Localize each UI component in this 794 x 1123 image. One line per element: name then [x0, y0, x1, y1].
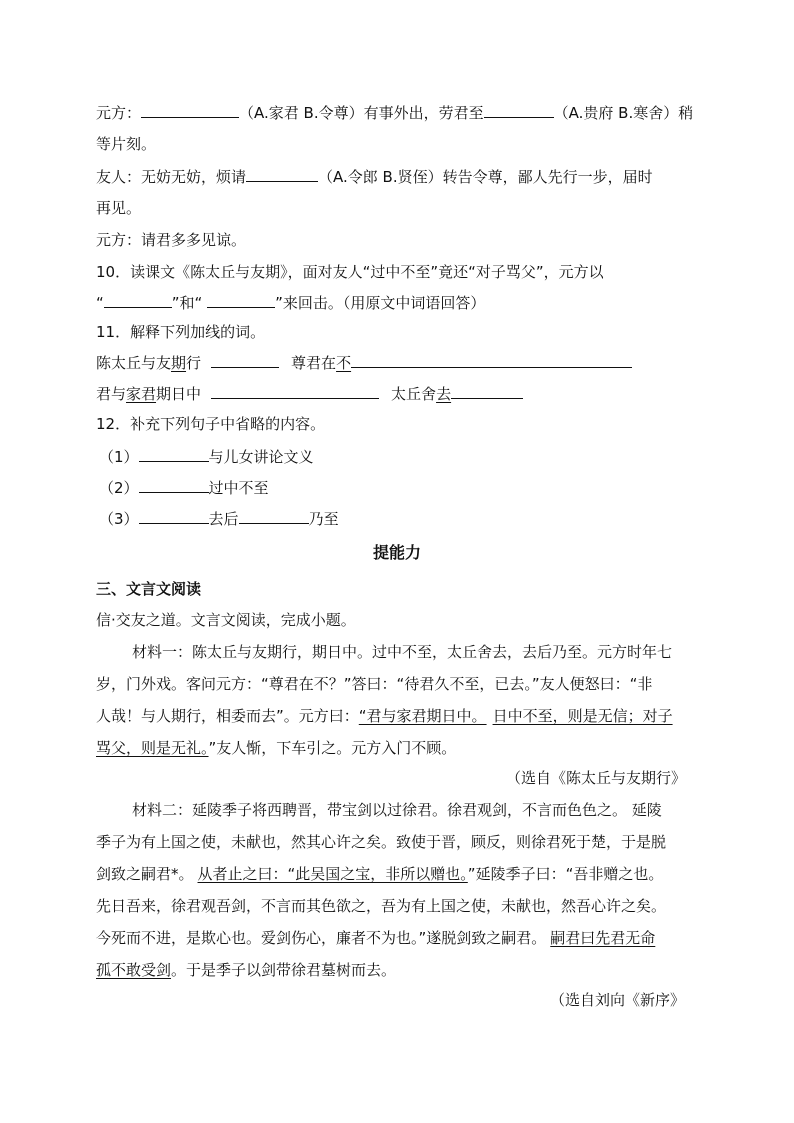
item-number: （1） — [99, 448, 139, 466]
answer-blank[interactable] — [207, 292, 275, 308]
answer-blank[interactable] — [141, 102, 239, 118]
question-11-row-1 — [96, 352, 632, 373]
sentence-text: 去后 — [208, 510, 239, 528]
passage-text: ”友人惭，下车引之。元方入门不顾。 — [208, 739, 457, 757]
sentence-text: 陈太丘与友 — [96, 354, 172, 372]
section-title: 提能力 — [372, 543, 421, 562]
option-text: （A.家君 B.令尊）有事外出，劳君至 — [239, 104, 484, 122]
answer-blank[interactable] — [211, 352, 279, 368]
option-text: （A.贵府 B.寒舍）稍 — [553, 104, 694, 122]
material-1-source: （选自《陈太丘与友期行》 — [506, 769, 687, 787]
underlined-sentence: 嗣君曰先君无命 — [550, 929, 656, 947]
question-11-row-2 — [96, 383, 523, 404]
underlined-word: 家君 — [126, 385, 157, 403]
speaker-text: 元方： — [96, 104, 142, 122]
dialogue-line-3 — [96, 166, 653, 187]
passage-text: 人哉！与人期行，相委而去”。元方曰： — [96, 707, 359, 725]
underlined-sentence: 从者止之曰：“此吴国之宝，非所以赠也。 — [197, 865, 468, 883]
sentence-text: 与儿女讲论文义 — [208, 448, 314, 466]
answer-blank[interactable] — [139, 477, 209, 493]
dialogue-line-5: 元方：请君多多见谅。 — [96, 231, 247, 249]
answer-blank[interactable] — [211, 383, 379, 399]
material-1-line-2: 岁，门外戏。客问元方：“尊君在不？”答曰：“待君久不至，已去。”友人便怒曰：“非 — [96, 675, 653, 693]
material-2-line-6 — [96, 960, 396, 980]
answer-blank[interactable] — [104, 292, 172, 308]
option-text: （A.令郎 B.贤侄）转告令尊，鄙人先行一步，届时 — [318, 168, 653, 186]
underlined-sentence: 骂父，则是无礼。 — [96, 739, 209, 757]
speaker-text: 友人：无妨无妨，烦请 — [96, 168, 247, 186]
underlined-word: 期 — [171, 354, 187, 372]
material-1-line-3 — [96, 706, 673, 726]
sentence-text: 太丘舍 — [391, 385, 437, 403]
material-1-line-1: 材料一：陈太丘与友期行，期日中。过中不至，太丘舍去，去后乃至。元方时年七 — [132, 643, 673, 661]
item-number: （3） — [99, 510, 139, 528]
question-10-answer-line — [96, 292, 485, 313]
material-2-source: （选自刘向《新序》 — [550, 991, 686, 1009]
sentence-text: 行 — [186, 354, 202, 372]
material-2-line-4: 先日吾来，徐君观吾剑，不言而其色欲之，吾为有上国之使，未献也，然吾心许之矣。 — [96, 897, 667, 915]
underlined-word: 不 — [336, 354, 352, 372]
dialogue-line-2: 等片刻。 — [96, 135, 157, 153]
quote-mark: “ — [96, 294, 104, 312]
underlined-sentence: “君与家君期日中。 — [358, 707, 487, 725]
answer-blank[interactable] — [451, 383, 523, 399]
sentence-text: 尊君在 — [291, 354, 337, 372]
passage-text: 今死而不进，是欺心也。爱剑伤心，廉者不为也。”遂脱剑致之嗣君。 — [96, 929, 547, 947]
part-heading: 三、文言文阅读 — [96, 580, 202, 598]
reading-intro: 信·交友之道。文言文阅读，完成小题。 — [96, 611, 356, 629]
underlined-sentence: 日中不至，则是无信；对子 — [492, 707, 673, 725]
answer-blank[interactable] — [351, 352, 632, 368]
answer-blank[interactable] — [239, 508, 309, 524]
answer-blank[interactable] — [139, 446, 209, 462]
question-12-item-1 — [99, 446, 314, 467]
answer-blank[interactable] — [139, 508, 209, 524]
material-2-line-5 — [96, 928, 655, 948]
material-2-line-1: 材料二：延陵季子将西聘晋，带宝剑以过徐君。徐君观剑，不言而色色之。 延陵 — [132, 801, 662, 819]
material-2-line-3 — [96, 864, 663, 884]
material-1-line-4 — [96, 738, 456, 758]
answer-blank[interactable] — [246, 166, 318, 182]
sentence-text: 乃至 — [308, 510, 339, 528]
sentence-text: 过中不至 — [208, 479, 269, 497]
dialogue-line-1 — [96, 102, 693, 123]
passage-text: 。于是季子以剑带徐君墓树而去。 — [171, 961, 397, 979]
question-12-item-2 — [99, 477, 269, 498]
connector-text: ”和“ — [171, 294, 208, 312]
passage-text: ”延陵季子曰：“吾非赠之也。 — [467, 865, 664, 883]
instruction-text: ”来回击。（用原文中词语回答） — [275, 294, 486, 312]
question-11-title: 11．解释下列加线的词。 — [96, 323, 266, 341]
underlined-word: 去 — [436, 385, 452, 403]
question-12-title: 12．补充下列句子中省略的内容。 — [96, 415, 326, 433]
underlined-sentence: 孤不敢受剑 — [96, 961, 172, 979]
sentence-text: 期日中 — [156, 385, 202, 403]
answer-blank[interactable] — [484, 102, 554, 118]
passage-text: 剑致之嗣君*。 — [96, 865, 194, 883]
item-number: （2） — [99, 479, 139, 497]
question-10: 10．读课文《陈太丘与友期》，面对友人“过中不至”竟还“对子骂父”，元方以 — [96, 263, 604, 281]
material-2-line-2: 季子为有上国之使，未献也，然其心许之矣。致使于晋，顾反，则徐君死于楚，于是脱 — [96, 833, 667, 851]
dialogue-line-4: 再见。 — [96, 199, 142, 217]
sentence-text: 君与 — [96, 385, 127, 403]
question-12-item-3 — [99, 508, 339, 529]
